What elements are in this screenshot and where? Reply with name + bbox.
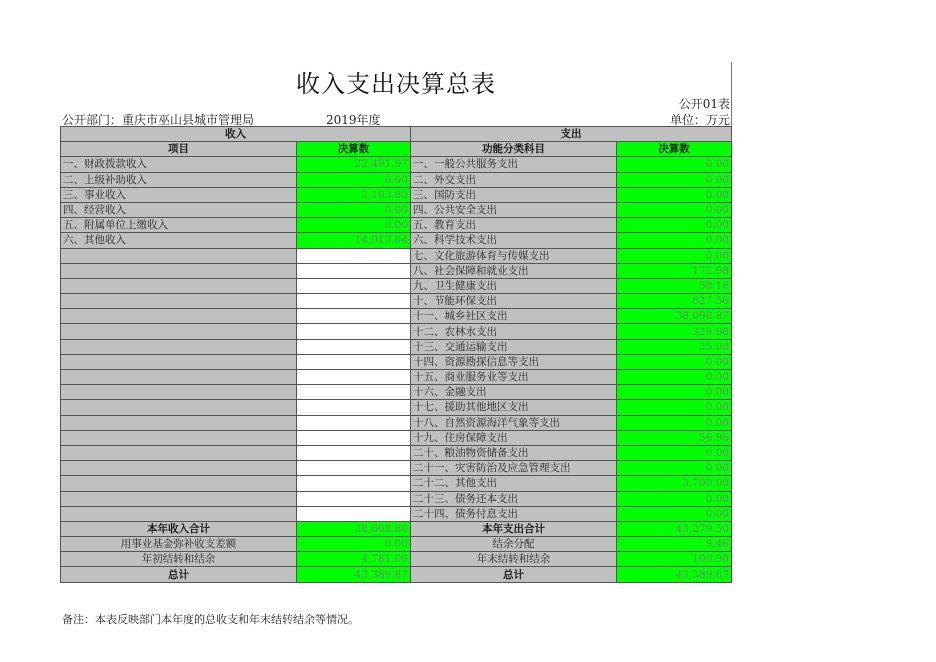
expense-item-value: 0.00 [617,415,732,430]
summary-expense-value: 43,279.50 [617,521,732,536]
table-row [61,202,732,217]
expense-item-label: 三、国防支出 [411,187,617,202]
summary-row [61,567,732,582]
summary-row [61,537,732,552]
summary-expense-value: 9.46 [617,537,732,552]
table-row [61,233,732,248]
unit-label: 单位：万元 [669,113,730,127]
expense-item-value: 0.00 [617,370,732,385]
expense-item-label: 十七、援助其他地区支出 [411,400,617,415]
expense-item-value: 3,700.00 [617,476,732,491]
table-row [61,476,732,491]
expense-item-value: 0.00 [617,461,732,476]
income-item-label [61,309,297,324]
summary-expense-label: 年末结转和结余 [411,552,617,567]
expense-item-value: 0.00 [617,202,732,217]
expense-item-label: 十四、资源勘探信息等支出 [411,354,617,369]
summary-row [61,521,732,536]
expense-item-label: 二十、粮油物资储备支出 [411,445,617,460]
table-row [61,278,732,293]
income-item-value [297,491,411,506]
income-item-value [297,476,411,491]
income-item-label: 三、事业收入 [61,187,297,202]
income-item-label [61,400,297,415]
income-item-label: 二、上级补助收入 [61,172,297,187]
expense-item-value: 56.96 [617,430,732,445]
summary-expense-value: 43,389.87 [617,567,732,582]
income-item-value [297,400,411,415]
summary-expense-value: 100.90 [617,552,732,567]
expense-item-value: 0.00 [617,248,732,263]
expense-item-value: 58.16 [617,278,732,293]
table-row [61,248,732,263]
expense-item-value: 0.00 [617,445,732,460]
income-section-header: 收入 [61,127,411,142]
footnote: 备注：本表反映部门本年度的总收支和年末结转结余等情况。 [62,613,359,626]
table-row [61,400,732,415]
summary-income-value: 0.00 [297,537,411,552]
summary-income-label: 年初结转和结余 [61,552,297,567]
income-item-value [297,370,411,385]
table-row [61,309,732,324]
item-column-header: 项目 [61,142,297,157]
page-title: 收入支出决算总表 [296,70,496,98]
expense-item-value: 0.00 [617,385,732,400]
expense-item-label: 十一、城乡社区支出 [411,309,617,324]
income-item-label: 六、其他收入 [61,233,297,248]
income-item-label [61,445,297,460]
table-row [61,415,732,430]
summary-expense-label: 总计 [411,567,617,582]
department-label: 公开部门：重庆市巫山县城市管理局 [62,113,255,127]
summary-income-value: 4,781.06 [297,552,411,567]
income-item-label [61,324,297,339]
income-item-value [297,294,411,309]
income-item-value [297,354,411,369]
table-row [61,157,732,172]
table-row [61,218,732,233]
income-item-value [297,309,411,324]
function-item-column-header: 功能分类科目 [411,142,617,157]
section-header-row [61,127,732,142]
income-item-value: 0.00 [297,202,411,217]
expense-item-label: 一、一般公共服务支出 [411,157,617,172]
expense-item-label: 二十二、其他支出 [411,476,617,491]
expense-section-header: 支出 [411,127,732,142]
expense-item-value: 38,098.87 [617,309,732,324]
expense-item-label: 二十四、债务付息支出 [411,506,617,521]
income-item-value [297,339,411,354]
income-item-label [61,476,297,491]
income-item-value [297,324,411,339]
expense-item-value: 0.00 [617,506,732,521]
income-item-value: 14,013.04 [297,233,411,248]
expense-item-value: 0.00 [617,491,732,506]
table-row [61,294,732,309]
table-row [61,263,732,278]
expense-item-label: 十二、农林水支出 [411,324,617,339]
expense-item-label: 十八、自然资源海洋气象等支出 [411,415,617,430]
income-item-label [61,506,297,521]
income-item-value [297,430,411,445]
summary-income-label: 本年收入合计 [61,521,297,536]
income-item-value [297,445,411,460]
budget-table [60,126,732,583]
table-row [61,506,732,521]
amount2-column-header: 决算数 [617,142,732,157]
table-row [61,461,732,476]
income-item-label [61,385,297,400]
table-row [61,324,732,339]
income-item-value: 22,491.97 [297,157,411,172]
income-item-label [61,278,297,293]
income-item-label [61,370,297,385]
table-row [61,370,732,385]
income-item-value [297,415,411,430]
income-item-value: 2,103.80 [297,187,411,202]
sheet-border-line [731,62,732,127]
income-item-label [61,415,297,430]
expense-item-label: 十三、交通运输支出 [411,339,617,354]
table-row [61,172,732,187]
income-item-value [297,506,411,521]
table-row [61,385,732,400]
expense-item-label: 十五、商业服务业等支出 [411,370,617,385]
expense-item-value: 329.98 [617,324,732,339]
expense-item-label: 六、科学技术支出 [411,233,617,248]
amount-column-header: 决算数 [297,142,411,157]
expense-item-value: 0.00 [617,218,732,233]
income-item-label [61,430,297,445]
income-item-value: 0.00 [297,218,411,233]
expense-item-label: 五、教育支出 [411,218,617,233]
expense-item-value: 172.98 [617,263,732,278]
expense-item-label: 九、卫生健康支出 [411,278,617,293]
expense-item-value: 827.56 [617,294,732,309]
expense-item-label: 七、文化旅游体育与传媒支出 [411,248,617,263]
table-row [61,491,732,506]
expense-item-label: 十六、金融支出 [411,385,617,400]
form-code: 公开01表 [678,97,730,111]
expense-item-value: 35.00 [617,339,732,354]
income-item-label: 五、附属单位上缴收入 [61,218,297,233]
expense-item-label: 四、公共安全支出 [411,202,617,217]
summary-income-value: 43,389.87 [297,567,411,582]
income-item-value [297,385,411,400]
year-label: 2019年度 [326,113,381,127]
income-item-label [61,263,297,278]
income-item-value: 0.00 [297,172,411,187]
expense-item-value: 0.00 [617,354,732,369]
summary-income-label: 总计 [61,567,297,582]
income-item-label [61,354,297,369]
expense-item-label: 二、外交支出 [411,172,617,187]
summary-income-value: 38,608.80 [297,521,411,536]
income-item-value [297,248,411,263]
income-item-value [297,263,411,278]
table-row [61,430,732,445]
income-item-label [61,248,297,263]
income-item-label [61,339,297,354]
table-row [61,339,732,354]
summary-row [61,552,732,567]
expense-item-label: 二十一、灾害防治及应急管理支出 [411,461,617,476]
expense-item-label: 八、社会保障和就业支出 [411,263,617,278]
summary-income-label: 用事业基金弥补收支差额 [61,537,297,552]
table-row [61,354,732,369]
table-row [61,187,732,202]
summary-expense-label: 本年支出合计 [411,521,617,536]
expense-item-value: 0.00 [617,400,732,415]
column-header-row [61,142,732,157]
income-item-label [61,294,297,309]
income-item-label [61,461,297,476]
expense-item-value: 0.00 [617,233,732,248]
income-item-label: 一、财政拨款收入 [61,157,297,172]
expense-item-label: 十、节能环保支出 [411,294,617,309]
table-row [61,445,732,460]
income-item-label [61,491,297,506]
expense-item-value: 0.00 [617,172,732,187]
expense-item-value: 0.00 [617,157,732,172]
income-item-value [297,461,411,476]
income-item-label: 四、经营收入 [61,202,297,217]
summary-expense-label: 结余分配 [411,537,617,552]
expense-item-value: 0.00 [617,187,732,202]
income-item-value [297,278,411,293]
expense-item-label: 十九、住房保障支出 [411,430,617,445]
expense-item-label: 二十三、债务还本支出 [411,491,617,506]
